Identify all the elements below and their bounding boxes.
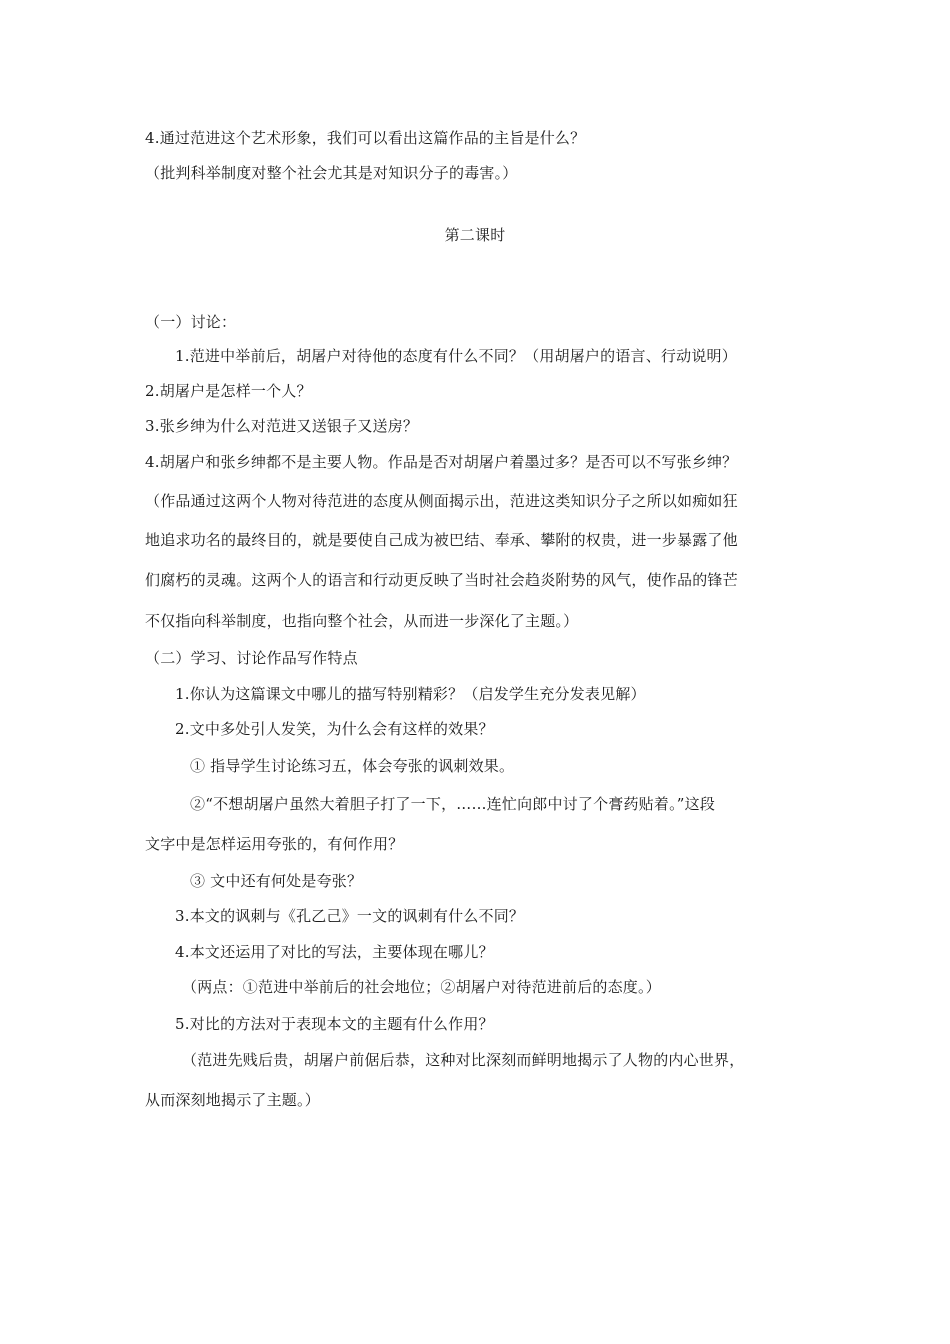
discussion-answer-line: （作品通过这两个人物对待范进的态度从侧面揭示出，范进这类知识分子之所以如痴如狂 — [145, 492, 738, 510]
writing-answer-4: （两点：①范进中举前后的社会地位；②胡屠户对待范进前后的态度。） — [182, 978, 661, 996]
writing-subpoint-2-continued: 文字中是怎样运用夸张的，有何作用？ — [145, 835, 404, 853]
discussion-question-3: 3.张乡绅为什么对范进又送银子又送房？ — [145, 417, 419, 435]
discussion-question-2: 2.胡屠户是怎样一个人？ — [145, 382, 312, 400]
writing-question-2: 2.文中多处引人发笑，为什么会有这样的效果？ — [175, 720, 494, 738]
answer-4-theme: （批判科举制度对整个社会尤其是对知识分子的毒害。） — [145, 164, 518, 182]
writing-subpoint-1: ① 指导学生讨论练习五，体会夸张的讽刺效果。 — [190, 757, 515, 775]
discussion-answer-line: 不仅指向科举制度，也指向整个社会，从而进一步深化了主题。） — [145, 612, 579, 630]
discussion-heading: （一）讨论： — [145, 313, 237, 331]
writing-question-1: 1.你认为这篇课文中哪儿的描写特别精彩？（启发学生充分发表见解） — [175, 685, 646, 703]
discussion-answer-line: 地追求功名的最终目的，就是要使自己成为被巴结、奉承、攀附的权贵，进一步暴露了他 — [145, 531, 738, 549]
writing-question-5: 5.对比的方法对于表现本文的主题有什么作用？ — [175, 1015, 494, 1033]
section-title: 第二课时 — [444, 226, 506, 244]
discussion-answer-line: 们腐朽的灵魂。这两个人的语言和行动更反映了当时社会趋炎附势的风气，使作品的锋芒 — [145, 571, 738, 589]
writing-question-3: 3.本文的讽刺与《孔乙己》一文的讽刺有什么不同？ — [175, 907, 525, 925]
writing-answer-5-continued: 从而深刻地揭示了主题。） — [145, 1091, 320, 1109]
writing-subpoint-3: ③ 文中还有何处是夸张？ — [190, 872, 363, 890]
discussion-question-1: 1.范进中举前后，胡屠户对待他的态度有什么不同？（用胡屠户的语言、行动说明） — [175, 347, 737, 365]
discussion-question-4: 4.胡屠户和张乡绅都不是主要人物。作品是否对胡屠户着墨过多？是否可以不写张乡绅？ — [145, 453, 738, 471]
writing-subpoint-2: ②“不想胡屠户虽然大着胆子打了一下，……连忙向郎中讨了个膏药贴着。”这段 — [190, 795, 716, 813]
writing-question-4: 4.本文还运用了对比的写法，主要体现在哪儿？ — [175, 943, 494, 961]
writing-answer-5: （范进先贱后贵，胡屠户前倨后恭，这种对比深刻而鲜明地揭示了人物的内心世界， — [182, 1051, 745, 1069]
question-4-theme: 4.通过范进这个艺术形象，我们可以看出这篇作品的主旨是什么？ — [145, 129, 586, 147]
writing-heading: （二）学习、讨论作品写作特点 — [145, 649, 358, 667]
